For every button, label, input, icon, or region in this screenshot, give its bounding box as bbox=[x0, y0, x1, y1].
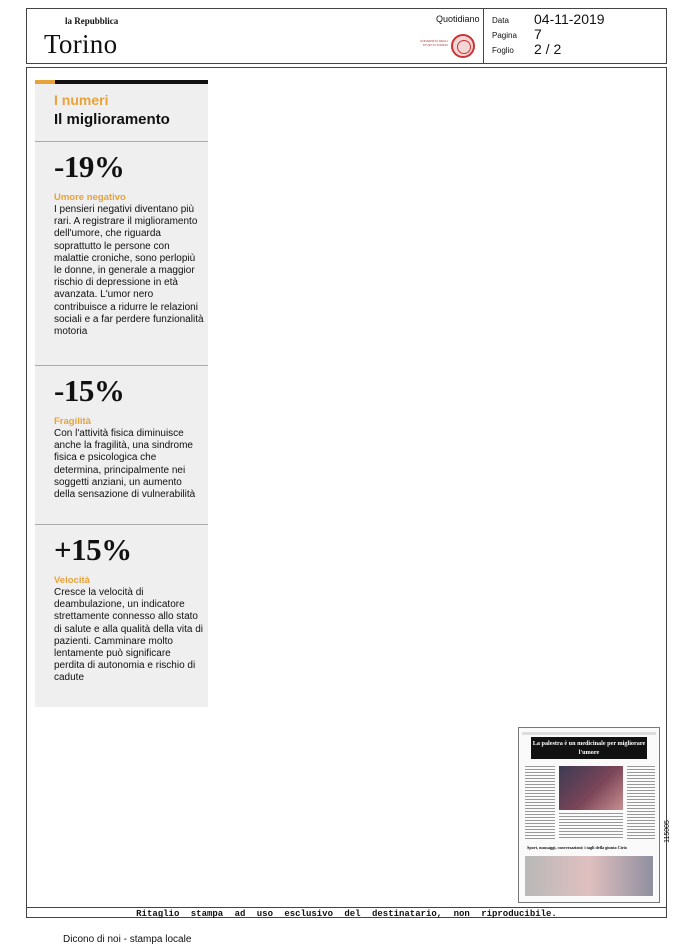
meta-value: 2 / 2 bbox=[534, 41, 562, 57]
footer-bar bbox=[26, 907, 667, 919]
thumbnail-header-line bbox=[522, 732, 656, 735]
thumbnail-photo bbox=[559, 766, 623, 810]
thumbnail-text-column bbox=[559, 813, 623, 840]
stat-speed bbox=[54, 533, 204, 685]
stat-value: -15% bbox=[54, 373, 125, 408]
university-seal-icon bbox=[451, 34, 475, 58]
clipping-frame bbox=[26, 67, 671, 918]
university-logo bbox=[420, 33, 480, 61]
university-logo-text: UNIVERSITÀ DEGLI STUDI DI TORINO bbox=[420, 39, 448, 47]
box-headline: Il miglioramento bbox=[54, 111, 170, 128]
meta-value: 7 bbox=[534, 26, 542, 42]
thumbnail-text-column bbox=[627, 766, 655, 840]
stat-label: Umore negativo bbox=[54, 192, 126, 203]
meta-label: Pagina bbox=[492, 31, 517, 40]
meta-value: 04-11-2019 bbox=[534, 11, 605, 27]
masthead-small: la Repubblica bbox=[65, 16, 119, 26]
page-thumbnail bbox=[518, 727, 660, 903]
thumbnail-title: La palestra è un medicinale per migliorare l'umore bbox=[531, 737, 647, 759]
top-rule bbox=[55, 80, 208, 84]
numbers-box bbox=[35, 80, 208, 707]
side-code bbox=[663, 813, 686, 853]
document-header bbox=[26, 8, 667, 64]
divider bbox=[35, 524, 208, 525]
meta-label: Data bbox=[492, 16, 509, 25]
stat-mood bbox=[54, 150, 204, 338]
accent-rule bbox=[35, 80, 55, 84]
side-code-text: 115005 bbox=[663, 820, 671, 843]
section-label: Dicono di noi - stampa locale bbox=[63, 934, 192, 945]
stat-text: I pensieri negativi diventano più rari. A registrare il miglioramento dell'umore, che riguarda soprattutto le persone con malattie croniche, sono perlopiù le donne, in generale a maggior rischio di depressione in età avanzata. L'umor nero contribuisce a ridurre le relazioni sociali e a far perdere funzionalità motoria bbox=[54, 204, 204, 338]
disclaimer: Ritaglio stampa ad uso esclusivo del destinatario, non riproducibile. bbox=[136, 909, 557, 919]
box-kicker: I numeri bbox=[54, 92, 109, 108]
thumbnail-text-column bbox=[525, 766, 555, 840]
masthead-title: Torino bbox=[44, 29, 118, 59]
stat-value: +15% bbox=[54, 532, 132, 567]
divider bbox=[35, 141, 208, 142]
meta-label: Foglio bbox=[492, 46, 514, 55]
stat-text: Con l'attività fisica diminuisce anche la fragilità, una sindrome fisica e psicologica che determina, principalmente nei soggetti anziani, un aumento della sensazione di vulnerabilità bbox=[54, 428, 196, 501]
stat-label: Fragilità bbox=[54, 416, 91, 427]
meta-box bbox=[483, 8, 668, 64]
stat-text: Cresce la velocità di deambulazione, un indicatore strettamente connesso allo stato di salute e alla qualità della vita di pazienti. Camminare molto lentamente può significare perdita di autonomia e rischio di cadute bbox=[54, 587, 203, 684]
stat-frailty bbox=[54, 374, 204, 501]
stat-label: Velocità bbox=[54, 575, 90, 586]
thumbnail-subtitle: Sport, massaggi, conversazioni: i tagli della giunta Cirio bbox=[527, 845, 627, 850]
publication-type: Quotidiano bbox=[436, 14, 480, 24]
thumbnail-photo bbox=[525, 856, 653, 896]
divider bbox=[35, 365, 208, 366]
stat-value: -19% bbox=[54, 149, 125, 184]
